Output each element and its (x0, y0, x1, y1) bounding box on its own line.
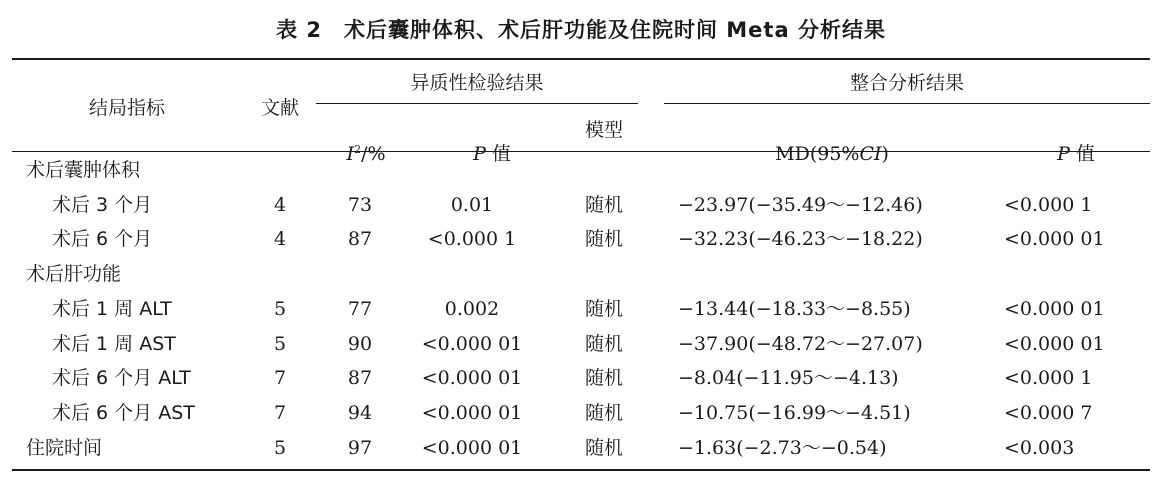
row-i2: 87 (347, 367, 373, 390)
row-p-value: <0.000 1 (427, 228, 517, 251)
row-label: 术后 1 周 AST (52, 332, 176, 355)
row-i2: 77 (347, 297, 373, 320)
row-md-ci: −37.90(−48.72～−27.07) (678, 332, 923, 355)
row-md-ci: −23.97(−35.49～−12.46) (678, 193, 923, 216)
row-p-value-2: <0.000 7 (1004, 401, 1093, 424)
row-p-value-2: <0.000 01 (1004, 332, 1105, 355)
row-p-value: <0.000 01 (421, 436, 523, 459)
row-model: 随机 (584, 367, 624, 390)
table-number: 表 2 (276, 18, 322, 42)
row-studies: 5 (273, 297, 287, 320)
row-md-ci: −13.44(−18.33～−8.55) (678, 297, 911, 320)
top-rule (12, 58, 1150, 60)
bottom-rule (12, 469, 1150, 471)
row-label: 住院时间 (26, 436, 103, 459)
header-p-value-2: P 值 (1057, 143, 1095, 165)
row-studies: 7 (273, 367, 287, 390)
header-heterogeneity: 异质性检验结果 (410, 72, 544, 94)
row-p-value: 0.002 (444, 297, 500, 320)
header-integrated: 整合分析结果 (849, 72, 965, 94)
row-label: 术后 6 个月 ALT (52, 367, 191, 390)
row-studies: 5 (273, 332, 287, 355)
row-p-value-2: <0.003 (1004, 436, 1075, 459)
header-model: 模型 (584, 119, 624, 141)
row-label: 术后 6 个月 (52, 228, 153, 251)
header-p-value: P 值 (473, 143, 511, 165)
row-i2: 73 (347, 193, 373, 216)
header-bottom-rule (12, 151, 1150, 152)
row-p-value-2: <0.000 1 (1004, 367, 1093, 390)
row-md-ci: −10.75(−16.99～−4.51) (678, 401, 911, 424)
integrated-group-rule (664, 103, 1150, 104)
row-label: 术后 3 个月 (52, 193, 153, 216)
row-model: 随机 (584, 228, 624, 251)
row-i2: 97 (347, 436, 373, 459)
row-model: 随机 (584, 332, 624, 355)
row-p-value: <0.000 01 (421, 401, 523, 424)
row-i2: 94 (347, 401, 373, 424)
row-p-value-2: <0.000 01 (1004, 228, 1105, 251)
row-studies: 4 (273, 228, 287, 251)
table-caption (0, 14, 1162, 44)
row-studies: 5 (273, 436, 287, 459)
row-studies: 4 (273, 193, 287, 216)
row-studies: 7 (273, 401, 287, 424)
row-p-value: <0.000 01 (421, 332, 523, 355)
hetero-group-rule (316, 103, 638, 104)
row-md-ci: −1.63(−2.73～−0.54) (678, 436, 887, 459)
row-label: 术后 1 周 ALT (52, 297, 172, 320)
header-md-ci: MD(95%CI) (775, 143, 889, 165)
row-label: 术后 6 个月 AST (52, 401, 195, 424)
row-md-ci: −8.04(−11.95～−4.13) (678, 367, 899, 390)
row-model: 随机 (584, 401, 624, 424)
row-label: 术后肝功能 (26, 263, 122, 286)
row-p-value-2: <0.000 1 (1004, 193, 1093, 216)
header-outcome: 结局指标 (88, 97, 166, 119)
row-i2: 87 (347, 228, 373, 251)
row-i2: 90 (347, 332, 373, 355)
header-studies: 文献 (260, 97, 300, 119)
row-model: 随机 (584, 193, 624, 216)
row-p-value: 0.01 (450, 193, 494, 216)
row-label: 术后囊肿体积 (26, 159, 141, 181)
row-md-ci: −32.23(−46.23～−18.22) (678, 228, 923, 251)
row-p-value-2: <0.000 01 (1004, 297, 1105, 320)
header-i2: $I^2/\%$ (346, 143, 386, 165)
row-model: 随机 (584, 436, 624, 459)
row-model: 随机 (584, 297, 624, 320)
row-p-value: <0.000 01 (421, 367, 523, 390)
table-title: 术后囊肿体积、术后肝功能及住院时间 Meta 分析结果 (343, 18, 886, 42)
